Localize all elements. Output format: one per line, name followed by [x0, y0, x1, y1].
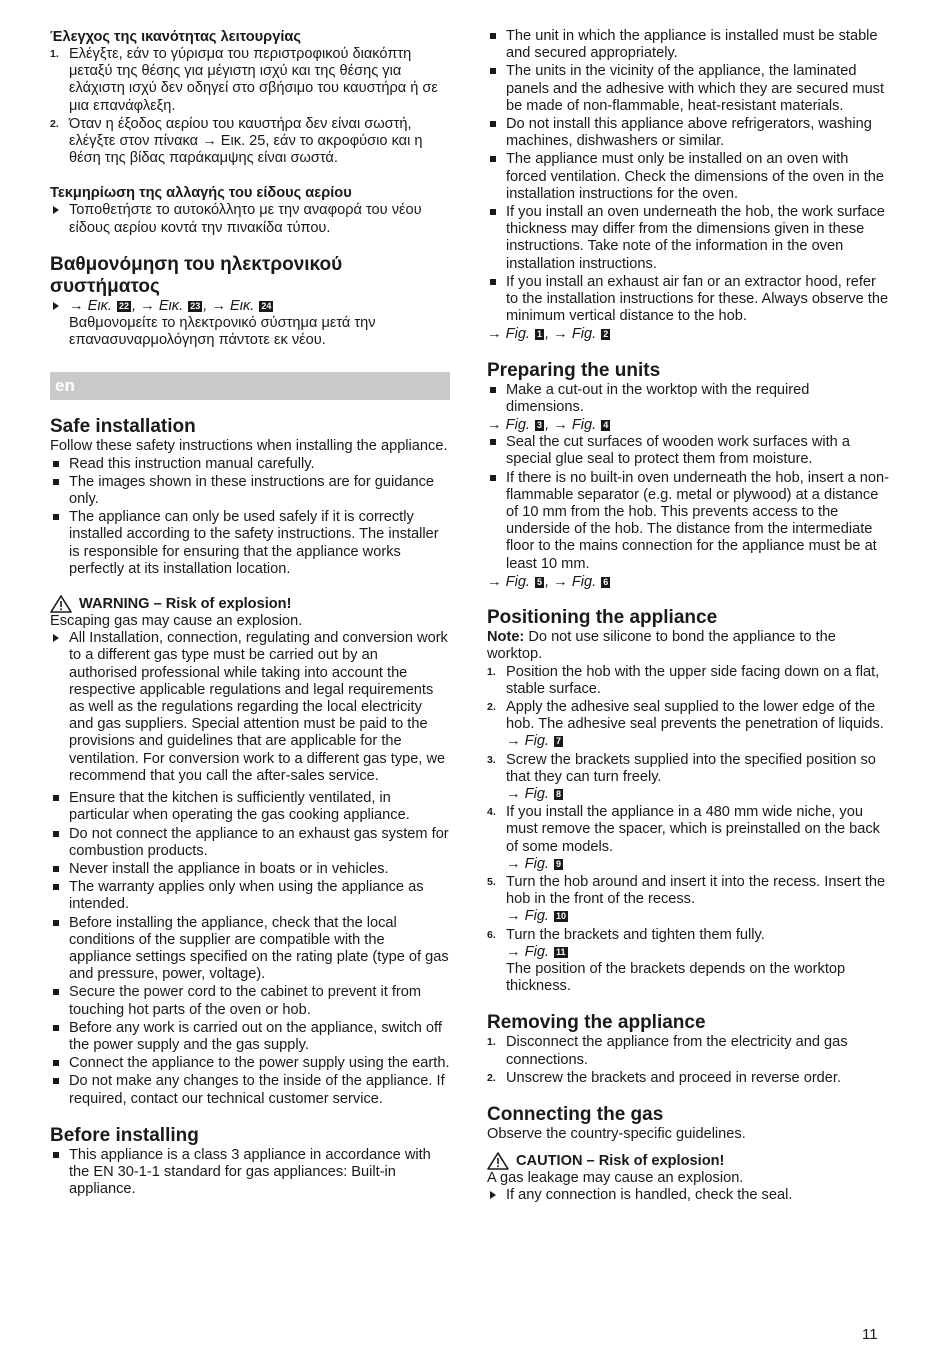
safe-intro: Follow these safety instructions when installing the appliance. — [50, 438, 448, 455]
square-bullet-icon — [53, 920, 59, 926]
square-bullet-icon — [53, 514, 59, 520]
step-result: The position of the brackets depends on the worktop thickness. — [506, 960, 846, 995]
bullet-item: The warranty applies only when using the appliance as intended. — [50, 879, 450, 913]
warning-title: WARNING – Risk of explosion! — [79, 596, 292, 613]
square-bullet-icon — [490, 156, 496, 162]
step-number: 2. — [487, 700, 496, 713]
numbered-step: 1. Disconnect the appliance from the electricity and gas connections. — [487, 1034, 848, 1068]
figure-refs: → Fig. 5 , → Fig. 6 — [487, 573, 609, 590]
square-bullet-icon — [53, 479, 59, 485]
figure-number: 3 — [537, 420, 543, 431]
action-text: Βαθμονομείτε το ηλεκτρονικό σύστημα μετά την επανασυναρμολόγηση πάντοτε εκ νέου. — [69, 315, 376, 349]
warning-triangle-icon — [487, 1152, 509, 1170]
bullet-item: If there is no built-in oven underneath the hob, insert a non-flammable separator (e.g. metal or plywood) at a distance of 10 mm from the hob. This prevents access to the underside of the hob. The distance from the intermediate floor to the mains connection for the appliance must be at least 10 mm. — [487, 470, 889, 573]
figure-number: 8 — [556, 788, 562, 799]
warning-heading — [50, 595, 450, 613]
step-number: 5. — [487, 875, 496, 888]
numbered-step: 5. Turn the hob around and insert it into the recess. Insert the hob in the front of the recess. → Fig. 10 — [487, 874, 889, 926]
caution-title: CAUTION – Risk of explosion! — [516, 1153, 725, 1170]
bullet-item: The images shown in these instructions are for guidance only. — [50, 474, 450, 508]
figure-number: 6 — [603, 576, 609, 587]
preparing-units-heading: Preparing the units — [487, 359, 661, 381]
figure-number: 24 — [261, 300, 272, 311]
bullet-item: Secure the power cord to the cabinet to prevent it from touching hot parts of the oven or hob. — [50, 984, 450, 1018]
triangle-bullet-icon — [490, 1191, 496, 1199]
action-text: Τοποθετήστε το αυτοκόλλητο με την αναφορά του νέου είδους αερίου κοντά την πινακίδα τύπου. — [69, 202, 422, 236]
figure-refs: → Fig. 1 , → Fig. 2 — [487, 326, 609, 343]
positioning-heading: Positioning the appliance — [487, 607, 718, 629]
bullet-item: Seal the cut surfaces of wooden work surfaces with a special glue seal to protect them from moisture. — [487, 434, 889, 468]
numbered-step — [50, 116, 450, 168]
figure-refs: → Fig. 9 — [506, 855, 562, 872]
square-bullet-icon — [53, 831, 59, 837]
bullet-item: Read this instruction manual carefully. — [50, 456, 450, 473]
caution-heading — [487, 1152, 889, 1170]
bullet-item: Do not connect the appliance to an exhaust gas system for combustion products. — [50, 826, 450, 860]
bullet-item: Do not make any changes to the inside of the appliance. If required, contact our technical customer service. — [50, 1073, 450, 1107]
square-bullet-icon — [490, 121, 496, 127]
positioning-note: Note: Do not use silicone to bond the appliance to the worktop. — [487, 629, 836, 663]
figure-number: 9 — [556, 858, 562, 869]
action-item — [50, 298, 450, 350]
removing-heading: Removing the appliance — [487, 1012, 706, 1034]
right-column — [487, 28, 889, 1206]
square-bullet-icon — [53, 1060, 59, 1066]
figure-number: 22 — [119, 300, 130, 311]
figure-refs: → Fig. 7 — [506, 733, 562, 750]
step-number: 1. — [487, 1036, 496, 1049]
square-bullet-icon — [53, 866, 59, 872]
step-text: Όταν η έξοδος αερίου του καυστήρα δεν είναι σωστή, ελέγξτε στον πίνακα → Εικ. 25, εάν το ακροφύσιο και η θέση της βίδας παράκαμψης είναι σωστά. — [69, 115, 423, 167]
numbered-step: 3. Screw the brackets supplied into the specified position so that they can turn freely. → Fig. 8 — [487, 752, 889, 804]
square-bullet-icon — [53, 884, 59, 890]
figure-number: 7 — [556, 736, 562, 747]
step-number: 1. — [487, 665, 496, 678]
square-bullet-icon — [490, 279, 496, 285]
figure-number: 23 — [190, 300, 201, 311]
square-bullet-icon — [53, 795, 59, 801]
bullet-item: The appliance can only be used safely if it is correctly installed according to the safety instructions. The installer is responsible for ensuring that the appliance works perfectly at its installation location. — [50, 509, 450, 578]
square-bullet-icon — [53, 1078, 59, 1084]
step-number: 6. — [487, 928, 496, 941]
figure-refs: → Fig. 3 , → Fig. 4 — [487, 417, 609, 434]
action-item: All Installation, connection, regulating and conversion work to a different gas type must be carried out by an authorised professional while taking into account the respective applicable regulations and legal requirements as well as the regulations regarding the local electricity and gas suppliers. Special attention must be paid to the provisions and guidelines that are applicable for the ventilation. For conversion work to a different gas type, we recommend that you call the after-sales service. — [50, 630, 450, 785]
numbered-step: 6. Turn the brackets and tighten them fully. → Fig. 11 The position of the brackets depends on the worktop thickness. — [487, 927, 889, 996]
square-bullet-icon — [490, 33, 496, 39]
action-item — [50, 202, 450, 236]
numbered-step: 2. Unscrew the brackets and proceed in reverse order. — [487, 1069, 842, 1086]
figure-refs: → Fig. 11 — [506, 943, 566, 960]
warning-text: Escaping gas may cause an explosion. — [50, 613, 303, 630]
numbered-step: 4. If you install the appliance in a 480 mm wide niche, you must remove the spacer, which is preinstalled on the back of some models. → Fig. 9 — [487, 804, 889, 873]
figure-refs: → Fig. 10 — [506, 908, 567, 925]
bullet-item: Before any work is carried out on the appliance, switch off the power supply and the gas supply. — [50, 1020, 450, 1054]
square-bullet-icon — [53, 989, 59, 995]
bullet-item: If you install an exhaust air fan or an extractor hood, refer to the installation instructions for these. Always observe the minimum vertical distance to the hob. — [487, 274, 889, 326]
square-bullet-icon — [490, 387, 496, 393]
bullet-item: The appliance must only be installed on an oven with forced ventilation. Check the dimensions of the oven in the installation instructions for the oven. — [487, 151, 889, 203]
triangle-bullet-icon — [53, 634, 59, 642]
bullet-item: Make a cut-out in the worktop with the required dimensions. — [487, 382, 889, 416]
triangle-bullet-icon — [53, 206, 59, 214]
connecting-gas-heading: Connecting the gas — [487, 1103, 664, 1125]
figure-number: 1 — [537, 329, 543, 340]
warning-triangle-icon — [50, 595, 72, 613]
bullet-item: If you install an oven underneath the hob, the work surface thickness may differ from the dimensions given in these instructions. Take note of the information in the oven installation instructions. — [487, 204, 889, 273]
figure-refs: → Fig. 8 — [506, 785, 562, 802]
square-bullet-icon — [53, 1025, 59, 1031]
gr-check-heading: Έλεγχος της ικανότητας λειτουργίας — [50, 29, 301, 45]
gr-cal-heading: Βαθμονόμηση του ηλεκτρονικού συστήματος — [50, 253, 343, 297]
bullet-item: Never install the appliance in boats or in vehicles. — [50, 861, 450, 878]
action-item: If any connection is handled, check the seal. — [487, 1187, 889, 1204]
step-number: 3. — [487, 753, 496, 766]
step-number: 2. — [487, 1071, 496, 1084]
triangle-bullet-icon — [53, 302, 59, 310]
figure-number: 5 — [537, 576, 543, 587]
square-bullet-icon — [490, 439, 496, 445]
safe-installation-heading: Safe installation — [50, 416, 196, 438]
bullet-item: This appliance is a class 3 appliance in accordance with the EN 30-1-1 standard for gas appliances: Built-in appliance. — [50, 1147, 450, 1199]
left-column — [50, 28, 450, 1199]
figure-refs: → Εικ. 22 , → Εικ. 23 , → Εικ. 24 — [69, 297, 272, 314]
square-bullet-icon — [490, 475, 496, 481]
caution-text: A gas leakage may cause an explosion. — [487, 1170, 744, 1187]
numbered-step: 1. Position the hob with the upper side facing down on a flat, stable surface. — [487, 663, 880, 697]
square-bullet-icon — [490, 68, 496, 74]
figure-number: 4 — [603, 420, 609, 431]
square-bullet-icon — [53, 461, 59, 467]
gr-doc-heading: Τεκμηρίωση της αλλαγής του είδους αερίου — [50, 185, 352, 202]
step-number: 2. — [50, 117, 59, 130]
step-text: Ελέγξτε, εάν το γύρισμα του περιστροφικού διακόπτη μεταξύ της θέσης για μέγιστη ισχύ και της θέσης για ελάχιστη ισχύ δεν οδηγεί στο σβήσιμο του καυστήρα ή σε μια επανάφλεξη. — [69, 46, 438, 114]
numbered-step: 2. Apply the adhesive seal supplied to the lower edge of the hob. The adhesive seal prevents the penetration of liquids. → Fig. 7 — [487, 699, 889, 751]
bullet-item: Do not install this appliance above refrigerators, washing machines, dishwashers or similar. — [487, 116, 889, 150]
bullet-item: Before installing the appliance, check that the local conditions of the supplier are compatible with the appliance settings specified on the rating plate (type of gas and pressure, power, voltage). — [50, 915, 450, 984]
numbered-step — [50, 46, 450, 115]
bullet-item: The units in the vicinity of the appliance, the laminated panels and the adhesive with which they are secured must be made of non-flammable, heat-resistant materials. — [487, 63, 889, 115]
before-installing-heading: Before installing — [50, 1124, 199, 1146]
bullet-item: Ensure that the kitchen is sufficiently ventilated, in particular when operating the gas cooking appliance. — [50, 790, 450, 824]
gas-intro: Observe the country-specific guidelines. — [487, 1125, 746, 1142]
step-number: 4. — [487, 806, 496, 819]
step-number: 1. — [50, 48, 59, 60]
bullet-item: The unit in which the appliance is installed must be stable and secured appropriately. — [487, 28, 889, 62]
bullet-item: Connect the appliance to the power supply using the earth. — [50, 1055, 450, 1072]
figure-number: 11 — [556, 946, 566, 957]
figure-number: 2 — [603, 329, 609, 340]
figure-number: 10 — [556, 911, 567, 922]
square-bullet-icon — [490, 209, 496, 215]
page-number: 11 — [862, 1326, 878, 1343]
language-bar: en — [50, 372, 450, 400]
square-bullet-icon — [53, 1152, 59, 1158]
